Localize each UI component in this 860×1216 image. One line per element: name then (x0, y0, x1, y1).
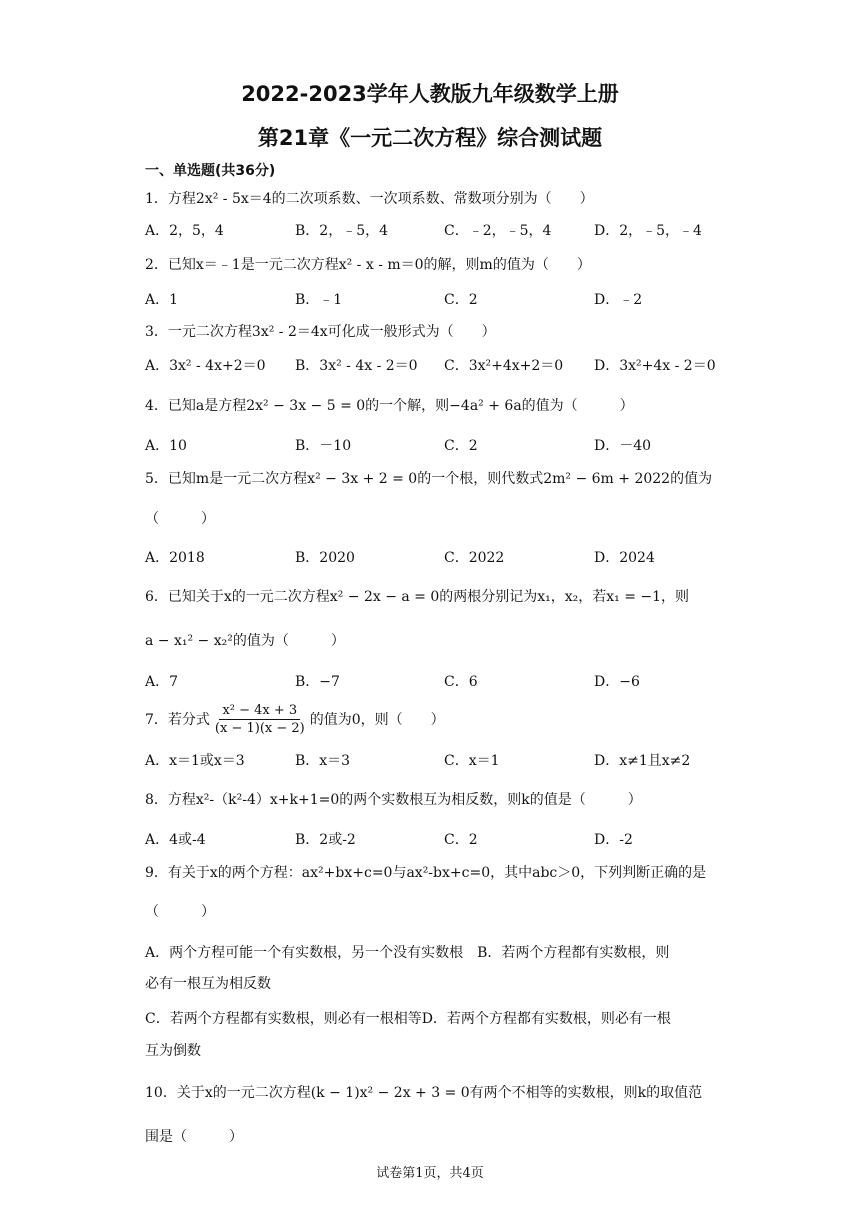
q2-option-a: A．1 (145, 292, 179, 308)
q7-option-a: A．x＝1或x＝3 (145, 753, 245, 769)
question-2-stem: 2．已知x＝﹣1是一元二次方程x² - x - m＝0的解，则m的值为（ ） (145, 257, 591, 273)
q1-option-c: C．﹣2，﹣5，4 (444, 223, 552, 239)
question-3-stem: 3．一元二次方程3x² - 2＝4x可化成一般形式为（ ） (145, 324, 496, 340)
q3-option-d: D．3x²+4x - 2＝0 (594, 358, 716, 374)
q6-option-d: D．−6 (594, 674, 640, 690)
q3-option-a: A．3x² - 4x+2＝0 (145, 358, 266, 374)
q9-options-line-3: C．若两个方程都有实数根，则必有一根相等D．若两个方程都有实数根，则必有一根 (145, 1011, 671, 1027)
q9-options-line-4: 互为倒数 (145, 1043, 201, 1059)
q7-numerator: x² − 4x + 3 (219, 702, 300, 720)
question-7-stem (145, 698, 445, 740)
q4-option-b: B．－10 (295, 438, 352, 454)
q4-option-d: D．－40 (594, 438, 652, 454)
q5-option-c: C．2022 (444, 550, 505, 566)
chapter-title: 第21章《一元二次方程》综合测试题 (257, 126, 603, 150)
q2-option-d: D．﹣2 (594, 292, 643, 308)
question-5-stem: 5．已知m是一元二次方程x² − 3x + 2 = 0的一个根，则代数式2m² − 6m + 2022的值为 (145, 471, 713, 487)
q2-option-b: B．﹣1 (295, 292, 343, 308)
q3-option-c: C．3x²+4x+2＝0 (444, 358, 564, 374)
q7-fraction (212, 702, 308, 737)
q8-option-c: C．2 (444, 832, 478, 848)
q1-option-a: A．2，5，4 (145, 223, 224, 239)
question-10-stem-cont: 围是（ ） (145, 1129, 243, 1145)
q6-option-c: C．6 (444, 674, 478, 690)
q5-option-b: B．2020 (295, 550, 355, 566)
q9-options-line-2: 必有一根互为相反数 (145, 976, 271, 992)
question-6-stem: 6．已知关于x的一元二次方程x² − 2x − a = 0的两根分别记为x₁，x₂，若x₁ = −1，则 (145, 589, 690, 605)
q4-option-a: A．10 (145, 438, 187, 454)
q5-option-d: D．2024 (594, 550, 655, 566)
q1-option-b: B．2，﹣5，4 (295, 223, 389, 239)
q7-prefix: 7．若分式 (145, 712, 210, 728)
q8-option-b: B．2或-2 (295, 832, 356, 848)
question-9-stem-cont: （ ） (145, 904, 215, 920)
q4-option-c: C．2 (444, 438, 478, 454)
q5-option-a: A．2018 (145, 550, 205, 566)
q7-option-b: B．x＝3 (295, 753, 351, 769)
q3-option-b: B．3x² - 4x - 2＝0 (295, 358, 418, 374)
q9-options-line-1: A．两个方程可能一个有实数根，另一个没有实数根 B．若两个方程都有实数根，则 (145, 945, 670, 961)
q6-option-a: A．7 (145, 674, 179, 690)
q7-option-c: C．x＝1 (444, 753, 500, 769)
question-4-stem: 4．已知a是方程2x² − 3x − 5 = 0的一个解，则−4a² + 6a的值为（ ） (145, 398, 634, 414)
q8-option-a: A．4或-4 (145, 832, 206, 848)
question-6-stem-cont: a − x₁² − x₂²的值为（ ） (145, 633, 345, 649)
exam-title: 2022-2023学年人教版九年级数学上册 (241, 82, 619, 106)
question-1-stem: 1．方程2x² - 5x＝4的二次项系数、一次项系数、常数项分别为（ ） (145, 191, 594, 207)
question-9-stem: 9．有关于x的两个方程：ax²+bx+c=0与ax²-bx+c=0，其中abc＞0，下列判断正确的是 (145, 865, 707, 881)
q6-option-b: B．−7 (295, 674, 340, 690)
q7-suffix: 的值为0，则（ ） (309, 712, 445, 728)
q2-option-c: C．2 (444, 292, 478, 308)
question-10-stem: 10．关于x的一元二次方程(k − 1)x² − 2x + 3 = 0有两个不相等的实数根，则k的取值范 (145, 1085, 703, 1101)
section-heading: 一、单选题(共36分) (145, 163, 276, 179)
q8-option-d: D．-2 (594, 832, 633, 848)
page-footer: 试卷第1页，共4页 (376, 1166, 484, 1181)
q7-denominator: (x − 1)(x − 2) (214, 720, 305, 736)
question-5-stem-cont: （ ） (145, 511, 215, 527)
q7-option-d: D．x≠1且x≠2 (594, 753, 691, 769)
q1-option-d: D．2，﹣5，﹣4 (594, 223, 702, 239)
question-8-stem: 8．方程x²-（k²-4）x+k+1=0的两个实数根互为相反数，则k的值是（ ） (145, 792, 642, 808)
